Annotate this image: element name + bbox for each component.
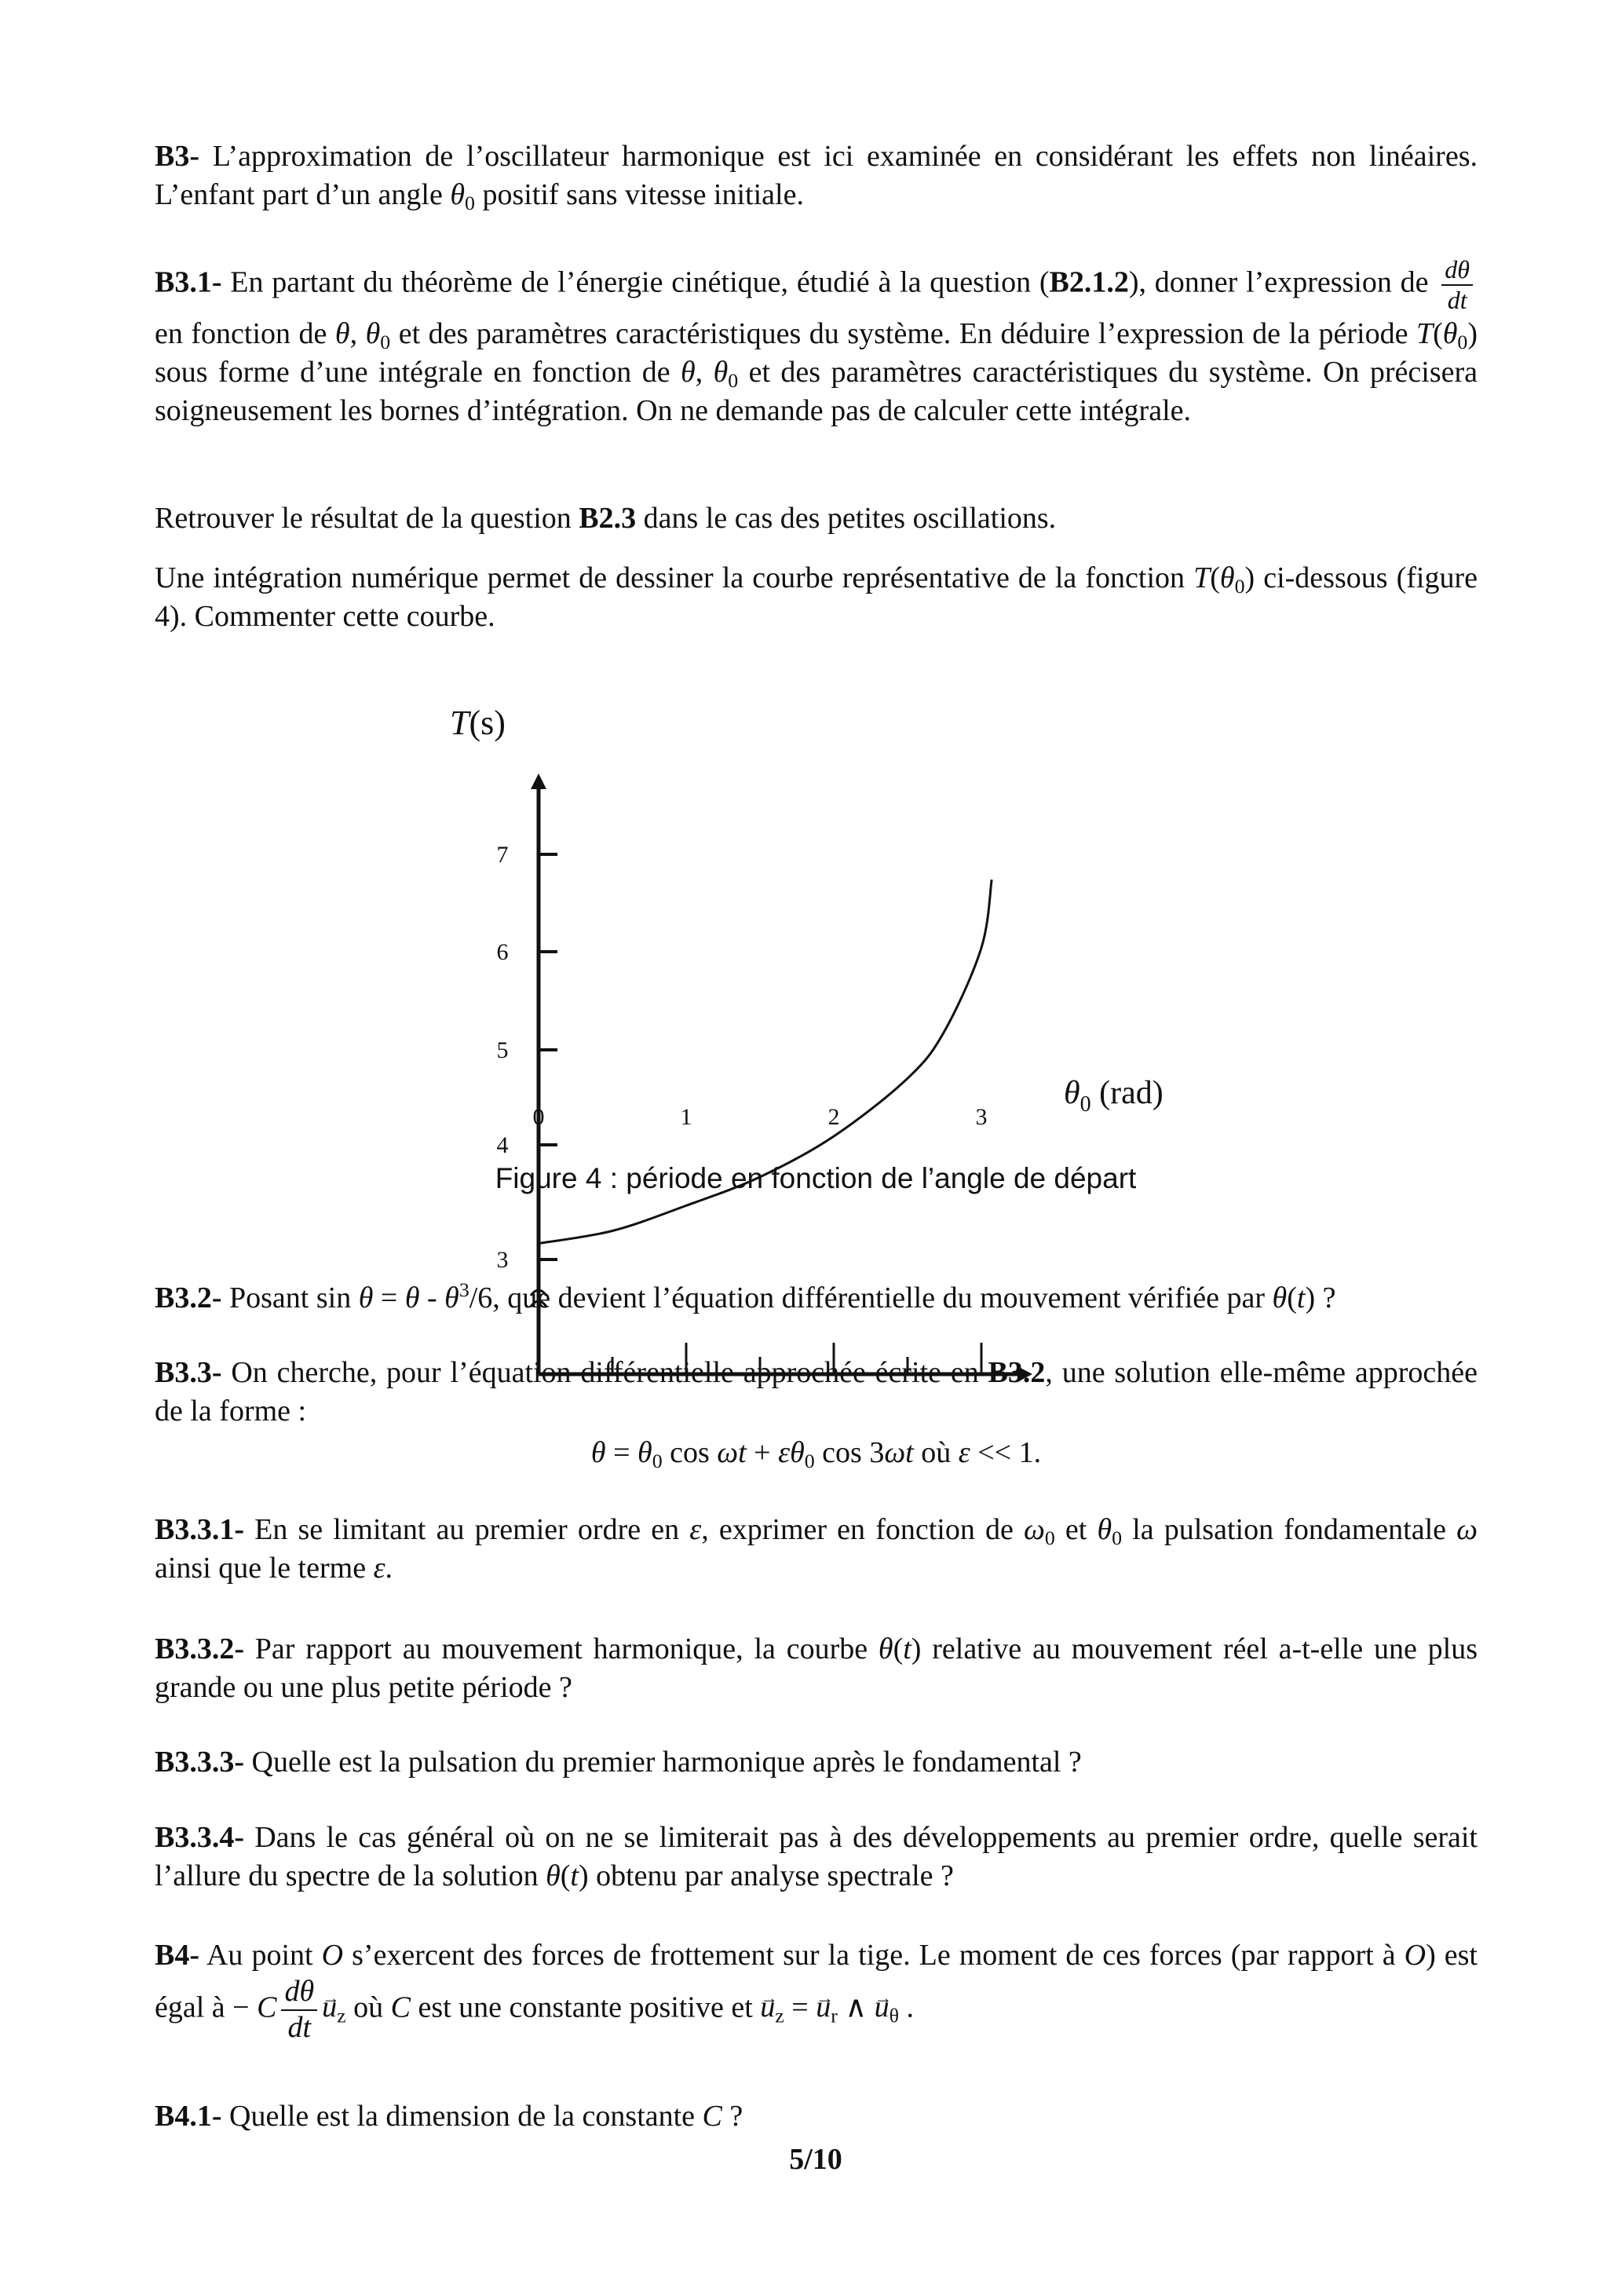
text-run: et [1054, 1513, 1098, 1546]
math-symbol: ε [958, 1436, 970, 1469]
text-run: où [345, 1991, 391, 2024]
subscript: z [775, 2004, 784, 2027]
math-symbol: O [321, 1939, 344, 1972]
text-run: L’approximation de l’oscillateur harmonique est ici examinée en considérant les effets non linéaires. L’enfant part d’un angle [155, 140, 1478, 211]
text-run: ( [560, 1859, 571, 1892]
text-run: ainsi que le terme [155, 1552, 374, 1585]
text-run: . [899, 1991, 915, 2024]
subscript: r [831, 2004, 838, 2027]
bold-text: B3.3.4- [155, 1821, 244, 1854]
text-run: - [419, 1281, 445, 1314]
text-run: En se limitant au premier ordre en [244, 1513, 690, 1546]
text-run: cos [662, 1436, 718, 1469]
fraction-numerator: dθ [281, 1975, 317, 2011]
math-symbol: θ [1442, 316, 1458, 350]
math-symbol: θ [358, 1281, 374, 1314]
fraction-denominator: dt [1447, 285, 1467, 314]
x-label-subscript: 0 [1080, 1092, 1091, 1117]
bold-text: B3.2- [155, 1281, 222, 1314]
question-b3-3-2 [155, 1630, 1478, 1707]
text-run: est une constante positive et [410, 1991, 761, 2024]
y-tick-label: 5 [496, 1037, 509, 1063]
text-run: où [913, 1436, 959, 1469]
math-symbol: t [1296, 1281, 1306, 1314]
text-run: ∧ [837, 1991, 875, 2024]
text-run: ) relative au mouvement réel a-t-elle une plus grande ou une plus petite période ? [155, 1632, 1478, 1704]
math-symbol: θ [637, 1436, 652, 1469]
text-run: << 1. [970, 1436, 1042, 1469]
math-symbol: t [903, 1632, 911, 1665]
fraction-denominator: dt [287, 2010, 312, 2044]
y-label-symbol: T [450, 704, 469, 742]
subscript: 0 [465, 192, 475, 215]
text-run: . [385, 1552, 393, 1585]
math-symbol: ε [373, 1552, 385, 1585]
bold-text: B4.1- [155, 2100, 222, 2133]
text-run: , [695, 355, 714, 389]
bold-text: B2.3 [579, 502, 637, 535]
subscript: z [337, 2004, 346, 2027]
math-symbol: θ [713, 355, 729, 389]
text-run: Quelle est la dimension de la constante [221, 2100, 703, 2133]
math-symbol: θ [1097, 1513, 1112, 1546]
math-symbol: T [1416, 316, 1434, 350]
question-b4 [155, 1936, 1478, 2045]
subscript: 0 [1044, 1526, 1055, 1550]
text-run: ( [893, 1632, 904, 1665]
math-symbol: T [1193, 561, 1211, 594]
text-run: en fonction de [155, 316, 335, 350]
bold-text: B3.3.2- [155, 1632, 244, 1665]
math-symbol: ωt [717, 1436, 747, 1469]
text-run: ( [1433, 316, 1443, 350]
text-run: , [349, 316, 366, 350]
text-run: la pulsation fondamentale [1122, 1513, 1457, 1546]
text-run: s’exercent des forces de frottement sur la tige. Le moment de ces forces (par rapport à [343, 1939, 1405, 1972]
vector-symbol: → u [816, 1988, 831, 2027]
text-run: ? [721, 2100, 743, 2133]
y-axis-label [450, 704, 506, 742]
text-run: Par rapport au mouvement harmonique, la courbe [244, 1632, 879, 1665]
text-run: ( [1287, 1281, 1297, 1314]
bold-text: B3.3.1- [155, 1513, 244, 1546]
math-symbol: C [390, 1991, 411, 2024]
x-label-unit: (rad) [1090, 1075, 1164, 1111]
math-symbol: t [570, 1859, 579, 1892]
text-run: On cherche, pour l’équation différentielle approchée écrite en [221, 1356, 988, 1389]
text-run: = [373, 1281, 405, 1314]
text-run: ) sous forme d’une intégrale en fonction de [155, 316, 1478, 389]
math-symbol: θ [450, 178, 466, 211]
bold-text: B2.1.2 [1049, 265, 1129, 299]
superscript: 3 [458, 1278, 469, 1301]
math-symbol: θ [1272, 1281, 1288, 1314]
text-run: Une intégration numérique permet de dessiner la courbe représentative de la fonction [155, 561, 1194, 594]
x-axis-label [1064, 1075, 1164, 1117]
math-symbol: θ [590, 1436, 606, 1469]
text-run: ( [1210, 561, 1220, 594]
math-symbol: C [257, 1991, 277, 2024]
math-symbol: εθ [778, 1436, 805, 1469]
vector-symbol: → u [875, 1988, 890, 2027]
bold-text: B3.2 [988, 1356, 1046, 1389]
approx-solution-equation [155, 1434, 1478, 1472]
math-symbol: ωt [884, 1436, 914, 1469]
bold-text: B3.3- [155, 1356, 222, 1389]
math-symbol: O [1404, 1939, 1427, 1972]
subscript: θ [889, 2004, 900, 2027]
y-label-unit: (s) [469, 704, 506, 742]
text-run: ) obtenu par analyse spectrale ? [578, 1859, 954, 1892]
text-run: /6, que devient l’équation différentielle du mouvement vérifiée par [469, 1281, 1273, 1314]
question-b3-3 [155, 1354, 1478, 1431]
question-b3-3-3 [155, 1743, 1478, 1782]
page-number: 5/10 [789, 2143, 842, 2176]
x-label-symbol: θ [1064, 1075, 1080, 1111]
text-run: = [784, 1991, 816, 2024]
bold-text: B4- [155, 1939, 199, 1972]
text-run: , exprimer en fonction de [701, 1513, 1024, 1546]
y-tick-label: 4 [496, 1132, 509, 1158]
text-run: Au point [199, 1939, 322, 1972]
text-run: Posant sin [221, 1281, 359, 1314]
bold-text: B3- [155, 140, 199, 173]
text-run: En partant du théorème de l’énergie cinétique, étudié à la question ( [221, 265, 1050, 299]
subscript: 0 [380, 330, 391, 353]
text-run: Quelle est la pulsation du premier harmonique après le fondamental ? [244, 1746, 1082, 1779]
subscript: 0 [804, 1450, 815, 1473]
math-symbol: θ [1219, 561, 1235, 594]
math-symbol: θ [365, 316, 381, 350]
x-tick-label: 0 [532, 1104, 545, 1130]
fraction-numerator: dθ [1441, 255, 1473, 286]
bold-text: B3.3.3- [155, 1746, 244, 1779]
math-symbol: ω [1456, 1513, 1478, 1546]
text-run: , une solution elle-même approchée de la forme : [155, 1356, 1478, 1428]
text-run: et des paramètres caractéristiques du système. En déduire l’expression de la période [390, 316, 1416, 350]
text-run: ) est égal à − [155, 1939, 1478, 2024]
text-run: ) ci-dessous (figure 4). Commenter cette courbe. [155, 561, 1478, 633]
math-symbol: θ [878, 1632, 893, 1665]
bold-text: B3.1- [155, 265, 222, 299]
x-tick-label: 1 [680, 1104, 692, 1130]
y-tick-label: 3 [496, 1247, 509, 1273]
question-b4-1 [155, 2097, 1478, 2136]
figure-caption: Figure 4 : période en fonction de l’angle de départ [495, 1162, 1137, 1194]
y-tick-label: 7 [496, 842, 509, 868]
subscript: 0 [728, 368, 739, 392]
math-symbol: θ [681, 355, 696, 389]
question-b3-3-4 [155, 1819, 1478, 1896]
math-symbol: ω [1023, 1513, 1045, 1546]
vector-symbol: → u [760, 1988, 775, 2027]
fraction [281, 1975, 317, 2045]
text-run: Dans le cas général où on ne se limiterait pas à des développements au premier ordre, quelle serait l’allure du spectre de la solution [155, 1821, 1478, 1892]
y-axis-arrow-icon [531, 773, 546, 789]
x-tick-label: 2 [827, 1104, 840, 1130]
x-tick-label: 3 [975, 1104, 988, 1130]
question-b3-2 [155, 1279, 1478, 1318]
subscript: 0 [1457, 330, 1468, 353]
text-run: Retrouver le résultat de la question [155, 502, 579, 535]
math-symbol: θ [444, 1281, 459, 1314]
subscript: 0 [1112, 1526, 1123, 1550]
text-run: cos 3 [814, 1436, 885, 1469]
math-symbol: C [702, 2100, 722, 2133]
question-b3-3-1 [155, 1511, 1478, 1588]
y-tick-label: 6 [496, 939, 509, 965]
math-symbol: ε [689, 1513, 702, 1546]
text-run: dans le cas des petites oscillations. [636, 502, 1057, 535]
subscript: 0 [1234, 575, 1245, 598]
text-run: positif sans vitesse initiale. [474, 178, 804, 211]
text-run: ) ? [1305, 1281, 1336, 1314]
math-symbol: θ [334, 316, 350, 350]
text-run: = [605, 1436, 638, 1469]
text-run: + [746, 1436, 779, 1469]
math-symbol: θ [404, 1281, 420, 1314]
math-symbol: θ [546, 1859, 561, 1892]
text-run: et des paramètres caractéristiques du système. On précisera soigneusement les bornes d’intégration. On ne demande pas de calculer cette intégrale. [155, 355, 1478, 427]
vector-symbol: → u [322, 1988, 337, 2027]
subscript: 0 [652, 1450, 663, 1473]
text-run: ), donner l’expression de [1128, 265, 1438, 299]
